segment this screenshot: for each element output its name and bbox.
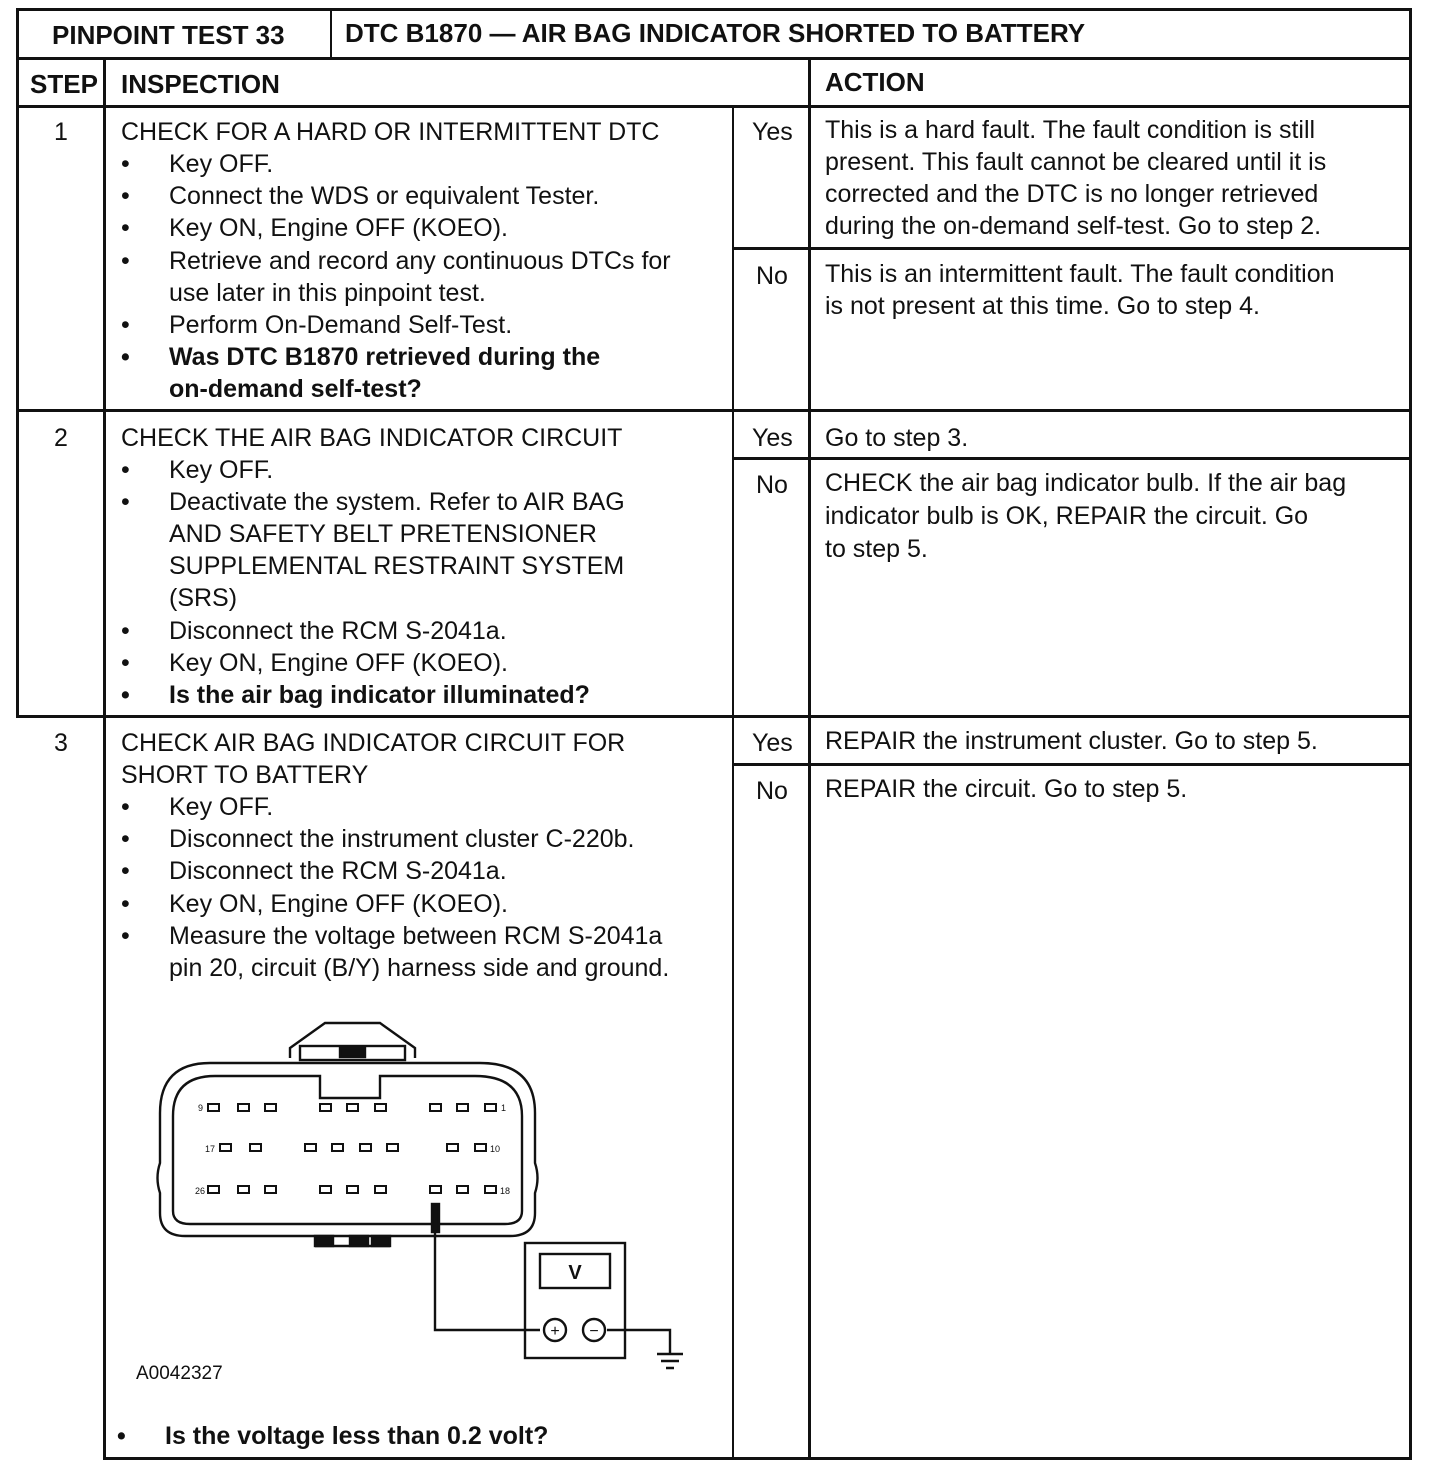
figure-id: A0042327	[136, 1363, 223, 1384]
step2-bottom	[16, 715, 1412, 718]
column-header-step: STEP	[30, 69, 98, 99]
no-action-line: This is an intermittent fault. The fault condition	[825, 260, 1335, 288]
pinpoint-test-title: PINPOINT TEST 33	[52, 20, 285, 50]
step-number: 2	[54, 424, 68, 452]
step1-yes-no-divider	[732, 247, 1412, 250]
dtc-title: DTC B1870 — AIR BAG INDICATOR SHORTED TO BATTERY	[345, 18, 1086, 48]
connector-bottom-tab	[372, 1236, 390, 1246]
no-action-line: is not present at this time. Go to step 4.	[825, 292, 1260, 320]
step-col-left-upper	[16, 57, 19, 718]
no-action-line: CHECK the air bag indicator bulb. If the air bag	[825, 469, 1347, 497]
yes-label: Yes	[752, 424, 793, 452]
step1-bottom	[16, 409, 1412, 412]
header-row-bottom	[16, 57, 1412, 60]
step-number: 1	[54, 118, 68, 146]
column-header-action: ACTION	[825, 67, 925, 97]
negative-lead	[607, 1330, 670, 1354]
test-probe	[432, 1204, 439, 1232]
step-bullet-continuation: pin 20, circuit (B/Y) harness side and ground.	[169, 954, 670, 982]
yes-action-line: REPAIR the instrument cluster. Go to step 5.	[825, 727, 1318, 755]
table-border-top	[16, 8, 1412, 11]
yes-action-line: Go to step 3.	[825, 424, 969, 452]
yes-label: Yes	[752, 729, 793, 757]
no-action-line: REPAIR the circuit. Go to step 5.	[825, 775, 1188, 803]
step-title: CHECK THE AIR BAG INDICATOR CIRCUIT	[121, 424, 623, 452]
no-action-line: to step 5.	[825, 535, 928, 563]
connector-voltmeter-diagram	[150, 1018, 710, 1388]
table-border-right	[1409, 8, 1412, 1460]
pin-label: 18	[500, 1186, 511, 1196]
voltmeter-label: V	[568, 1262, 582, 1284]
action-column-divider	[808, 57, 811, 1460]
no-label: No	[756, 777, 788, 805]
no-action-line: indicator bulb is OK, REPAIR the circuit. Go	[825, 502, 1309, 530]
column-header-inspection: INSPECTION	[121, 69, 280, 99]
step-bullet-continuation: SUPPLEMENTAL RESTRAINT SYSTEM	[169, 552, 625, 580]
header-divider	[330, 8, 332, 58]
step-bullet-continuation: (SRS)	[169, 584, 238, 612]
step-number: 3	[54, 729, 68, 757]
table-border-left-lower	[103, 108, 106, 1460]
pin-label: 17	[205, 1144, 216, 1154]
table-border-bottom	[103, 1457, 1412, 1460]
no-label: No	[756, 471, 788, 499]
ground-symbol	[657, 1354, 683, 1368]
pin-20	[430, 1186, 441, 1193]
yes-action-line: corrected and the DTC is no longer retrieved	[825, 180, 1319, 208]
step-bullet-continuation: use later in this pinpoint test.	[169, 279, 486, 307]
no-label: No	[756, 262, 788, 290]
pin-label: 10	[490, 1144, 501, 1154]
step-column-divider	[103, 57, 106, 108]
pin-label: 9	[198, 1103, 204, 1113]
plus-sign: +	[550, 1323, 560, 1340]
yesno-column-divider	[732, 105, 734, 1460]
yes-action-line: present. This fault cannot be cleared until it is	[825, 148, 1327, 176]
connector-latch-button	[340, 1048, 365, 1057]
yes-action-line: during the on-demand self-test. Go to step 2.	[825, 212, 1322, 240]
step-title: CHECK AIR BAG INDICATOR CIRCUIT FOR	[121, 729, 626, 757]
yes-action-line: This is a hard fault. The fault condition is still	[825, 116, 1316, 144]
column-header-bottom	[16, 105, 1412, 108]
pin-label: 1	[501, 1103, 507, 1113]
step-title: CHECK FOR A HARD OR INTERMITTENT DTC	[121, 118, 660, 146]
yes-label: Yes	[752, 118, 793, 146]
step2-yes-no-divider	[732, 457, 1412, 460]
step3-yes-no-divider	[732, 763, 1412, 766]
pin-label: 26	[195, 1186, 206, 1196]
minus-sign: −	[589, 1323, 599, 1340]
connector-bottom-tab	[350, 1236, 368, 1246]
step-title-continuation: SHORT TO BATTERY	[121, 761, 369, 789]
connector-bottom-tab	[315, 1236, 333, 1246]
step-bullet-continuation: AND SAFETY BELT PRETENSIONER	[169, 520, 597, 548]
step-question-continuation: on-demand self-test?	[169, 375, 422, 403]
